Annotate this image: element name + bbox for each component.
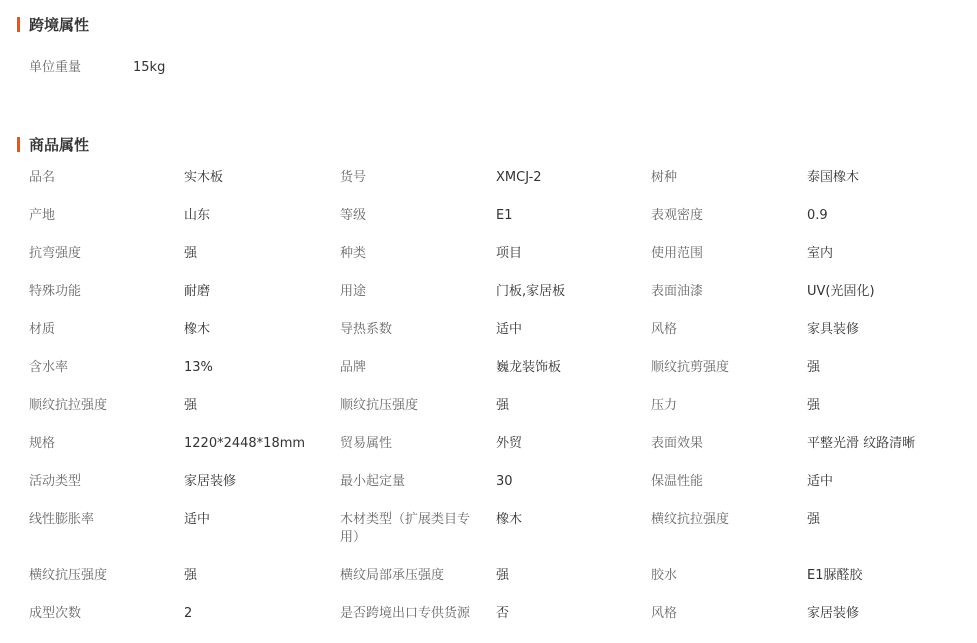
attribute-label: 品牌: [340, 360, 367, 375]
attribute-label: 表面效果: [651, 436, 704, 451]
attribute-value: 橡木: [184, 322, 211, 337]
attribute-value: 门板,家居板: [496, 284, 566, 299]
attribute-value: 强: [184, 398, 198, 413]
attribute-value: 1220*2448*18mm: [184, 436, 306, 451]
product-section-title: [17, 134, 89, 155]
attribute-label: 树种: [651, 170, 678, 185]
attribute-value: 强: [807, 512, 821, 527]
section-marker: [17, 17, 20, 32]
attribute-label: 横纹局部承压强度: [340, 568, 445, 583]
attribute-value: 0.9: [807, 208, 828, 223]
attribute-label: 横纹抗拉强度: [651, 512, 730, 527]
attribute-value: 室内: [807, 246, 834, 261]
attribute-value: 耐磨: [184, 284, 211, 299]
attribute-value: 强: [184, 568, 198, 583]
attribute-label: 规格: [29, 436, 56, 451]
attribute-value: 2: [184, 606, 193, 621]
product-title-text: 商品属性: [29, 136, 90, 154]
attribute-value: 适中: [807, 474, 834, 489]
attribute-value: 泰国橡木: [807, 170, 860, 185]
attribute-value: 30: [496, 474, 513, 489]
attribute-label: 表面油漆: [651, 284, 704, 299]
attribute-value: 强: [807, 398, 821, 413]
attribute-label: 顺纹抗拉强度: [29, 398, 108, 413]
attribute-value: E1: [496, 208, 513, 223]
cross-border-title-text: 跨境属性: [29, 16, 90, 34]
attribute-value: 15kg: [133, 60, 166, 75]
attribute-label: 产地: [29, 208, 56, 223]
section-marker: [17, 137, 20, 152]
attribute-label: 线性膨胀率: [29, 512, 95, 527]
attribute-label: 顺纹抗压强度: [340, 398, 419, 413]
attribute-label: 木材类型（扩展类目专用）: [340, 512, 471, 545]
attribute-value: 否: [496, 606, 510, 621]
attribute-label: 用途: [340, 284, 367, 299]
attribute-label: 是否跨境出口专供货源: [340, 606, 471, 621]
attribute-label: 等级: [340, 208, 367, 223]
attribute-label: 风格: [651, 322, 678, 337]
attribute-value: 家具装修: [807, 322, 860, 337]
attribute-value: 适中: [184, 512, 211, 527]
attribute-value: 橡木: [496, 512, 523, 527]
attribute-label: 成型次数: [29, 606, 82, 621]
attribute-value: 家居装修: [807, 606, 860, 621]
attribute-value: UV(光固化): [807, 284, 875, 299]
attribute-label: 胶水: [651, 568, 678, 583]
attribute-value: 山东: [184, 208, 211, 223]
cross-border-section-title: [17, 14, 89, 35]
attribute-label: 风格: [651, 606, 678, 621]
attribute-value: 家居装修: [184, 474, 237, 489]
product-attributes-grid: [29, 169, 969, 643]
attribute-value: XMCJ-2: [496, 170, 542, 185]
attribute-label: 压力: [651, 398, 678, 413]
attribute-value: 项目: [496, 246, 523, 261]
attribute-label: 含水率: [29, 360, 69, 375]
attribute-value: E1脲醛胶: [807, 568, 863, 583]
attribute-label: 品名: [29, 170, 56, 185]
attribute-value: 13%: [184, 360, 213, 375]
attribute-value: 实木板: [184, 170, 224, 185]
attribute-label: 表观密度: [651, 208, 704, 223]
attribute-value: 外贸: [496, 436, 523, 451]
attribute-value: 强: [807, 360, 821, 375]
attribute-label: 特殊功能: [29, 284, 82, 299]
attribute-label: 导热系数: [340, 322, 393, 337]
attribute-label: 货号: [340, 170, 367, 185]
attribute-label: 种类: [340, 246, 367, 261]
attribute-label: 单位重量: [29, 60, 82, 75]
attribute-value: 强: [496, 568, 510, 583]
attribute-value: 适中: [496, 322, 523, 337]
attribute-label: 贸易属性: [340, 436, 393, 451]
attribute-label: 保温性能: [651, 474, 704, 489]
attribute-label: 材质: [29, 322, 56, 337]
attribute-value: 巍龙装饰板: [496, 360, 562, 375]
attribute-value: 平整光滑 纹路清晰: [807, 436, 916, 451]
attribute-label: 活动类型: [29, 474, 82, 489]
attribute-label: 顺纹抗剪强度: [651, 360, 730, 375]
attribute-label: 最小起定量: [340, 474, 406, 489]
attribute-label: 使用范围: [651, 246, 704, 261]
attribute-label: 抗弯强度: [29, 246, 82, 261]
attribute-value: 强: [496, 398, 510, 413]
attribute-label: 横纹抗压强度: [29, 568, 108, 583]
attribute-value: 强: [184, 246, 198, 261]
